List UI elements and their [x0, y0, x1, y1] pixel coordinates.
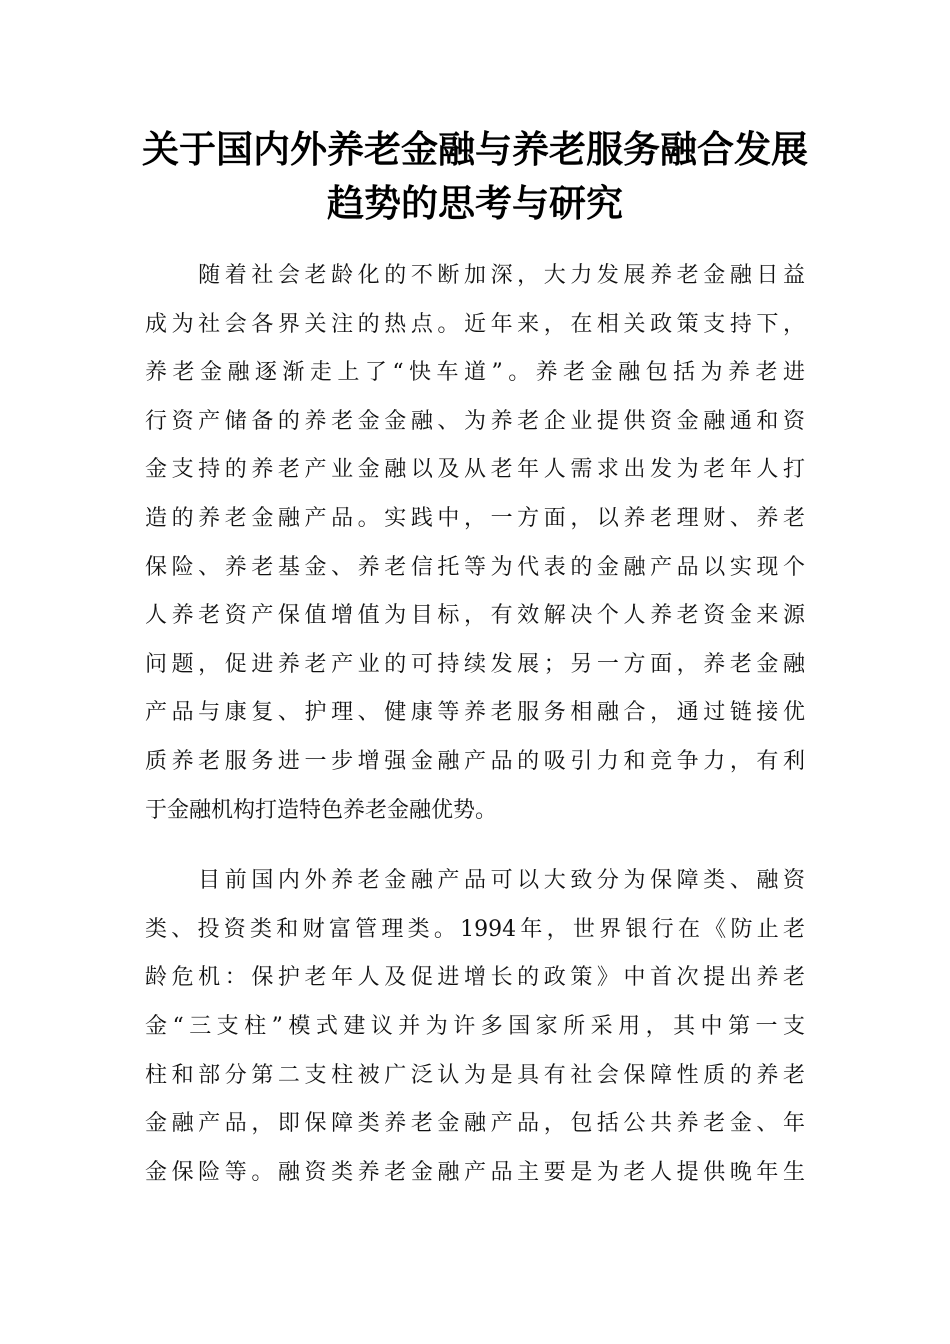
paragraph-line: 保险、养老基金、养老信托等为代表的金融产品以实现个: [145, 554, 805, 580]
title-line-2: 趋势的思考与研究: [327, 181, 623, 225]
paragraph-line: 金融产品，即保障类养老金融产品，包括公共养老金、年: [145, 1111, 805, 1137]
paragraph-line: 行资产储备的养老金金融、为养老企业提供资金融通和资: [145, 408, 805, 434]
document-title: [100, 122, 850, 230]
paragraph-line: 于金融机构打造特色养老金融优势。: [145, 797, 498, 823]
paragraph-line: 类、投资类和财富管理类。1994年，世界银行在《防止老: [145, 916, 805, 942]
paragraph-line: 金保险等。融资类养老金融产品主要是为老人提供晚年生: [145, 1159, 805, 1185]
paragraph-line: 人养老资产保值增值为目标，有效解决个人养老资金来源: [145, 603, 805, 629]
title-line-1: 关于国内外养老金融与养老服务融合发展: [142, 127, 808, 171]
document-body: [145, 252, 805, 1197]
paragraph-line: 随着社会老龄化的不断加深，大力发展养老金融日益: [145, 263, 805, 288]
paragraph-line: 龄危机：保护老年人及促进增长的政策》中首次提出养老: [145, 965, 805, 991]
paragraph-line: 金“三支柱”模式建议并为许多国家所采用，其中第一支: [145, 1013, 805, 1039]
paragraph-line: 质养老服务进一步增强金融产品的吸引力和竞争力，有利: [145, 748, 805, 774]
paragraph-line: 养老金融逐渐走上了“快车道”。养老金融包括为养老进: [145, 360, 805, 386]
paragraph-line: 成为社会各界关注的热点。近年来，在相关政策支持下，: [145, 311, 805, 337]
paragraph-line: 产品与康复、护理、健康等养老服务相融合，通过链接优: [145, 700, 805, 726]
paragraph-line: 造的养老金融产品。实践中，一方面，以养老理财、养老: [145, 505, 805, 531]
paragraph-line: 目前国内外养老金融产品可以大致分为保障类、融资: [145, 868, 805, 894]
paragraph-2: [145, 857, 805, 1197]
paragraph-line: 问题，促进养老产业的可持续发展；另一方面，养老金融: [145, 651, 805, 677]
paragraph-line: 柱和部分第二支柱被广泛认为是具有社会保障性质的养老: [145, 1062, 805, 1088]
paragraph-line: 金支持的养老产业金融以及从老年人需求出发为老年人打: [145, 457, 805, 483]
paragraph-1: [145, 252, 805, 835]
